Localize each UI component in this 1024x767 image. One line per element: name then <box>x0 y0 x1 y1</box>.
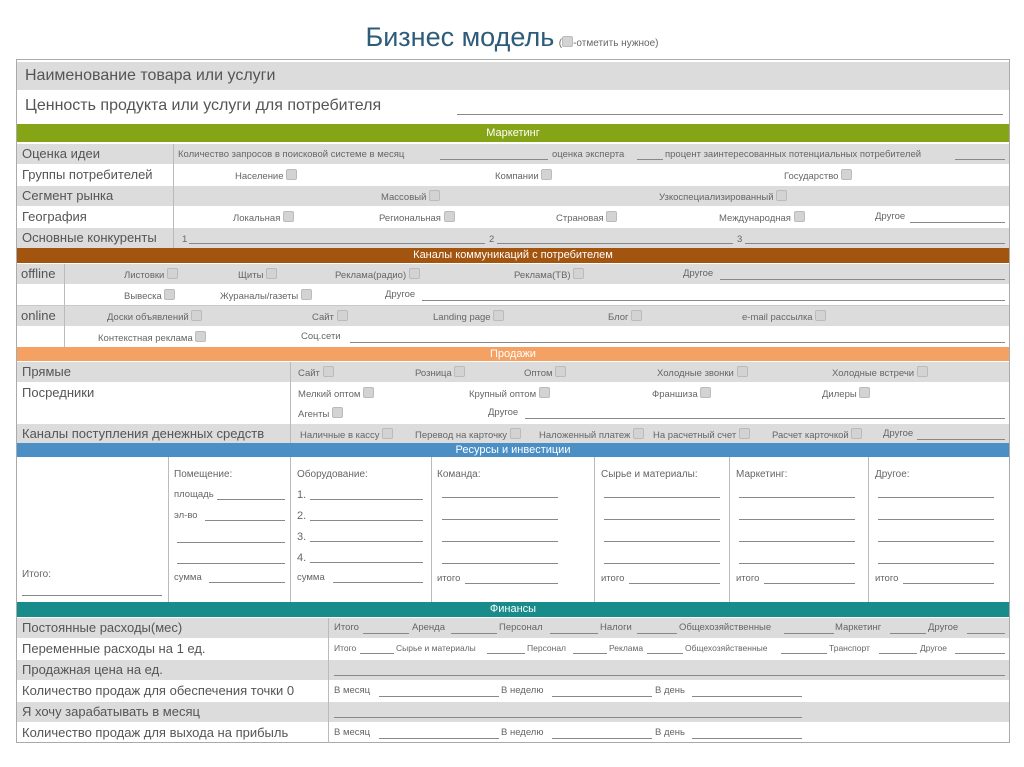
segment-label: Сегмент рынка <box>22 188 114 203</box>
geo-row <box>17 207 1009 227</box>
online-social: Соц.сети <box>301 331 341 342</box>
fixed-staff-line[interactable] <box>550 633 598 634</box>
group-companies: Компании <box>495 169 552 182</box>
res-col-sep-5 <box>729 457 730 602</box>
idea-expert-line[interactable] <box>637 159 663 160</box>
online-email-checkbox[interactable] <box>815 310 826 321</box>
money-cash: Наличные в кассу <box>300 428 393 441</box>
segment-niche: Узкоспециализированный <box>659 190 787 203</box>
profit-day-line[interactable] <box>692 738 802 739</box>
res-other-total-line[interactable] <box>903 583 994 584</box>
fixed-total: Итого <box>334 622 359 633</box>
agents-other: Другое <box>488 407 519 418</box>
fixed-other: Другое <box>928 622 959 633</box>
money-row <box>17 424 1009 444</box>
segment-mass: Массовый <box>381 190 440 203</box>
agents-row <box>17 403 1009 423</box>
resources-total-line[interactable] <box>22 595 162 596</box>
geo-local: Локальная <box>233 211 294 224</box>
competitors-row <box>17 228 1009 248</box>
idea-label: Оценка идеи <box>22 146 100 161</box>
breakeven-week: В неделю <box>501 685 544 696</box>
res-col-sep-4 <box>594 457 595 602</box>
idea-percent-line[interactable] <box>955 159 1005 160</box>
profit-month: В месяц <box>334 727 371 738</box>
equipment-4-line[interactable] <box>310 562 423 563</box>
offline-billboards-checkbox[interactable] <box>266 268 277 279</box>
money-cod-checkbox[interactable] <box>633 428 644 439</box>
groups-row <box>17 165 1009 185</box>
mediators-row <box>17 383 1009 403</box>
premises-power: эл-во <box>174 510 198 521</box>
variable-other-line[interactable] <box>955 653 1005 654</box>
offline-magazines: Жураналы/газеты <box>220 289 312 302</box>
direct-wholesale: Оптом <box>524 366 566 379</box>
idea-queries: Количество запросов в поисковой системе в месяц <box>178 149 405 160</box>
product-name-label: Наименование товара или услуги <box>25 67 276 84</box>
res-marketing-line-2[interactable] <box>739 519 855 520</box>
equipment-sum: сумма <box>297 572 325 583</box>
geo-local-checkbox[interactable] <box>283 211 294 222</box>
money-cash-checkbox[interactable] <box>382 428 393 439</box>
resources-block <box>17 457 1009 602</box>
offline-signboard: Вывеска <box>124 289 175 302</box>
online-landing-checkbox[interactable] <box>493 310 504 321</box>
offline-tv: Реклама(ТВ) <box>514 268 584 281</box>
legend-checkbox <box>562 36 573 47</box>
earn-row <box>17 702 1009 722</box>
team-line-3[interactable] <box>442 541 558 542</box>
earn-label: Я хочу зарабатывать в месяц <box>22 704 200 719</box>
idea-row <box>17 144 1009 164</box>
equipment-sum-line[interactable] <box>333 582 423 583</box>
page-title: Бизнес модель <box>365 22 555 52</box>
fixed-taxes-line[interactable] <box>637 633 677 634</box>
money-other: Другое <box>883 428 914 439</box>
premises-area: площадь <box>174 489 214 500</box>
sales-band: Продажи <box>17 347 1009 361</box>
equipment-3-line[interactable] <box>310 541 423 542</box>
money-label: Каналы поступления денежных средств <box>22 426 265 441</box>
team-line-1[interactable] <box>442 497 558 498</box>
offline-signboard-checkbox[interactable] <box>164 289 175 300</box>
online-site-checkbox[interactable] <box>337 310 348 321</box>
variable-transport-line[interactable] <box>879 653 917 654</box>
res-col-sep-1 <box>168 457 169 602</box>
offline-magazines-checkbox[interactable] <box>301 289 312 300</box>
direct-cold-calls-checkbox[interactable] <box>737 366 748 377</box>
online-boards-checkbox[interactable] <box>191 310 202 321</box>
res-other-line-1[interactable] <box>878 497 994 498</box>
online-row-2 <box>17 327 1009 347</box>
agents-checkbox[interactable] <box>332 407 343 418</box>
res-other-total: итого <box>875 573 899 584</box>
variable-materials-line[interactable] <box>487 653 525 654</box>
offline-other-1: Другое <box>683 268 714 279</box>
competitor-1-num: 1 <box>182 234 188 245</box>
marketing-divider <box>173 144 174 248</box>
premises-line-4[interactable] <box>177 563 285 564</box>
fixed-rent-line[interactable] <box>451 633 497 634</box>
title-note: -отметить нужное) <box>573 38 659 49</box>
breakeven-label: Количество продаж для обеспечения точки 0 <box>22 683 295 698</box>
mediators-small-checkbox[interactable] <box>363 387 374 398</box>
competitors-label: Основные конкуренты <box>22 230 157 245</box>
breakeven-day: В день <box>655 685 685 696</box>
mediators-label: Посредники <box>22 385 95 400</box>
segment-row <box>17 186 1009 206</box>
online-label: online <box>21 308 56 323</box>
variable-costs-label: Переменные расходы на 1 ед. <box>22 641 206 656</box>
offline-other-1-line[interactable] <box>720 279 1005 280</box>
product-value-line <box>457 114 1003 115</box>
geo-label: География <box>22 209 87 224</box>
geo-country: Страновая <box>556 211 617 224</box>
materials-line-3[interactable] <box>604 541 720 542</box>
group-state: Государство <box>784 169 852 182</box>
premises-power-line[interactable] <box>205 520 285 521</box>
online-context: Контекстная реклама <box>98 331 206 344</box>
money-card-payment: Расчет карточкой <box>772 428 862 441</box>
geo-international: Международная <box>719 211 805 224</box>
geo-regional-checkbox[interactable] <box>444 211 455 222</box>
profit-month-line[interactable] <box>379 738 499 739</box>
price-line[interactable] <box>334 675 1005 676</box>
competitor-1-line[interactable] <box>189 243 485 244</box>
group-population: Население <box>235 169 297 182</box>
online-social-line[interactable] <box>350 342 1005 343</box>
online-blog-checkbox[interactable] <box>631 310 642 321</box>
premises-title: Помещение: <box>174 469 233 480</box>
online-row-1 <box>17 306 1009 326</box>
team-total: итого <box>437 573 461 584</box>
sales-divider <box>290 362 291 444</box>
offline-label: offline <box>21 266 56 281</box>
offline-row-2 <box>17 285 1009 305</box>
money-account: На расчетный счет <box>653 428 750 441</box>
equipment-2-line[interactable] <box>310 520 423 521</box>
breakeven-row <box>17 681 1009 701</box>
idea-queries-line[interactable] <box>440 159 548 160</box>
mediators-large: Крупный оптом <box>469 387 550 400</box>
res-marketing-title: Маркетинг: <box>736 469 788 480</box>
channels-band: Каналы коммуникаций с потребителем <box>17 248 1009 263</box>
offline-other-2: Другое <box>385 289 416 300</box>
res-col-sep-3 <box>431 457 432 602</box>
profit-row <box>17 723 1009 743</box>
premises-area-line[interactable] <box>217 499 285 500</box>
competitor-2-num: 2 <box>489 234 495 245</box>
online-email: e-mail рассылка <box>742 310 826 323</box>
direct-retail: Розница <box>415 366 465 379</box>
fixed-staff: Персонал <box>499 622 543 633</box>
premises-line-3[interactable] <box>177 542 285 543</box>
offline-other-2-line[interactable] <box>422 300 1005 301</box>
profit-week: В неделю <box>501 727 544 738</box>
materials-line-4[interactable] <box>604 563 720 564</box>
team-line-4[interactable] <box>442 563 558 564</box>
equipment-2: 2. <box>297 510 307 522</box>
segment-niche-checkbox[interactable] <box>776 190 787 201</box>
mediators-franchise: Франшиза <box>652 387 711 400</box>
materials-line-2[interactable] <box>604 519 720 520</box>
online-boards: Доски объявлений <box>107 310 202 323</box>
direct-cold-meetings: Холодные встречи <box>832 366 928 379</box>
direct-wholesale-checkbox[interactable] <box>555 366 566 377</box>
breakeven-month: В месяц <box>334 685 371 696</box>
direct-site-checkbox[interactable] <box>323 366 334 377</box>
res-other-line-3[interactable] <box>878 541 994 542</box>
offline-radio: Реклама(радио) <box>335 268 420 281</box>
product-value-label: Ценность продукта или услуги для потребителя <box>25 97 382 114</box>
fixed-marketing-line[interactable] <box>890 633 926 634</box>
mediators-large-checkbox[interactable] <box>539 387 550 398</box>
variable-materials: Сырье и материалы <box>396 643 476 653</box>
breakeven-day-line[interactable] <box>692 696 802 697</box>
mediators-dealers: Дилеры <box>822 387 870 400</box>
equipment-1-line[interactable] <box>310 499 423 500</box>
equipment-3: 3. <box>297 531 307 543</box>
mediators-dealers-checkbox[interactable] <box>859 387 870 398</box>
page-header <box>0 22 1024 53</box>
materials-total: итого <box>601 573 625 584</box>
res-col-sep-2 <box>290 457 291 602</box>
equipment-title: Оборудование: <box>297 469 368 480</box>
offline-billboards: Щиты <box>238 268 277 281</box>
res-marketing-line-3[interactable] <box>739 541 855 542</box>
group-state-checkbox[interactable] <box>841 169 852 180</box>
money-account-checkbox[interactable] <box>739 428 750 439</box>
fixed-rent: Аренда <box>412 622 445 633</box>
variable-ads-line[interactable] <box>647 653 683 654</box>
group-companies-checkbox[interactable] <box>541 169 552 180</box>
team-total-line[interactable] <box>465 583 558 584</box>
res-marketing-line-1[interactable] <box>739 497 855 498</box>
money-card-transfer-checkbox[interactable] <box>510 428 521 439</box>
fixed-general: Общехозяйственные <box>679 622 772 633</box>
group-population-checkbox[interactable] <box>286 169 297 180</box>
direct-retail-checkbox[interactable] <box>454 366 465 377</box>
offline-radio-checkbox[interactable] <box>409 268 420 279</box>
online-context-checkbox[interactable] <box>195 331 206 342</box>
geo-country-checkbox[interactable] <box>606 211 617 222</box>
geo-other: Другое <box>875 211 906 222</box>
variable-general-line[interactable] <box>781 653 827 654</box>
money-other-line[interactable] <box>917 439 1005 440</box>
segment-mass-checkbox[interactable] <box>429 190 440 201</box>
materials-title: Сырье и материалы: <box>601 469 698 480</box>
variable-total-line[interactable] <box>360 653 394 654</box>
direct-site: Сайт <box>298 366 334 379</box>
resources-total-label: Итого: <box>22 569 51 580</box>
product-value-row[interactable] <box>17 92 1009 120</box>
direct-label: Прямые <box>22 364 71 379</box>
groups-label: Группы потребителей <box>22 167 153 182</box>
offline-leaflets-checkbox[interactable] <box>167 268 178 279</box>
res-marketing-total: итого <box>736 573 760 584</box>
materials-total-line[interactable] <box>629 583 720 584</box>
resources-band: Ресурсы и инвестиции <box>17 443 1009 457</box>
breakeven-month-line[interactable] <box>379 696 499 697</box>
finance-divider <box>328 618 329 743</box>
competitor-3-line[interactable] <box>745 243 1005 244</box>
materials-line-1[interactable] <box>604 497 720 498</box>
profit-week-line[interactable] <box>552 738 652 739</box>
agents-other-line[interactable] <box>525 418 1005 419</box>
geo-regional: Региональная <box>379 211 455 224</box>
mediators-franchise-checkbox[interactable] <box>700 387 711 398</box>
offline-row-1 <box>17 264 1009 284</box>
fixed-marketing: Маркетинг <box>835 622 882 633</box>
price-label: Продажная цена на ед. <box>22 662 163 677</box>
idea-expert: оценка эксперта <box>552 149 625 160</box>
money-cod: Наложенный платеж <box>539 428 644 441</box>
online-landing: Landing page <box>433 310 504 323</box>
variable-staff: Персонал <box>527 643 567 653</box>
variable-transport: Транспорт <box>829 643 870 653</box>
breakeven-week-line[interactable] <box>552 696 652 697</box>
variable-ads: Реклама <box>609 643 644 653</box>
online-blog: Блог <box>608 310 642 323</box>
direct-cold-calls: Холодные звонки <box>657 366 748 379</box>
finance-band: Финансы <box>17 602 1009 617</box>
profit-label: Количество продаж для выхода на прибыль <box>22 725 289 740</box>
fixed-general-line[interactable] <box>784 633 834 634</box>
res-col-sep-6 <box>868 457 869 602</box>
money-card-payment-checkbox[interactable] <box>851 428 862 439</box>
res-other-line-4[interactable] <box>878 563 994 564</box>
money-card-transfer: Перевод на карточку <box>415 428 521 441</box>
competitor-2-line[interactable] <box>497 243 733 244</box>
premises-sum-line[interactable] <box>209 582 285 583</box>
idea-percent: процент заинтересованных потенциальных потребителей <box>665 149 922 160</box>
direct-row <box>17 362 1009 382</box>
res-other-line-2[interactable] <box>878 519 994 520</box>
variable-costs-row <box>17 639 1009 659</box>
equipment-4: 4. <box>297 552 307 564</box>
equipment-1: 1. <box>297 489 307 501</box>
fixed-total-line[interactable] <box>363 633 409 634</box>
geo-other-line[interactable] <box>910 222 1005 223</box>
earn-line[interactable] <box>334 717 802 718</box>
variable-other: Другое <box>920 643 948 653</box>
team-title: Команда: <box>437 469 481 480</box>
variable-total: Итого <box>334 643 357 653</box>
price-row <box>17 660 1009 680</box>
channels-offline-online-sep <box>17 305 1009 306</box>
profit-day: В день <box>655 727 685 738</box>
fixed-taxes: Налоги <box>600 622 632 633</box>
competitor-3-num: 3 <box>737 234 743 245</box>
res-other-title: Другое: <box>875 469 910 480</box>
fixed-costs-label: Постоянные расходы(мес) <box>22 620 183 635</box>
offline-tv-checkbox[interactable] <box>573 268 584 279</box>
offline-leaflets: Листовки <box>124 268 178 281</box>
variable-general: Общехозяйственные <box>685 643 768 653</box>
geo-international-checkbox[interactable] <box>794 211 805 222</box>
agents: Агенты <box>298 407 343 420</box>
res-marketing-line-4[interactable] <box>739 563 855 564</box>
premises-sum: сумма <box>174 572 202 583</box>
direct-cold-meetings-checkbox[interactable] <box>917 366 928 377</box>
team-line-2[interactable] <box>442 519 558 520</box>
online-site: Сайт <box>312 310 348 323</box>
marketing-band: Маркетинг <box>17 124 1009 142</box>
fixed-costs-row <box>17 618 1009 638</box>
mediators-small: Мелкий оптом <box>298 387 374 400</box>
fixed-other-line[interactable] <box>967 633 1005 634</box>
variable-staff-line[interactable] <box>573 653 607 654</box>
title-note-open: ( <box>558 38 563 49</box>
product-name-row[interactable] <box>17 62 1009 90</box>
res-marketing-total-line[interactable] <box>764 583 855 584</box>
